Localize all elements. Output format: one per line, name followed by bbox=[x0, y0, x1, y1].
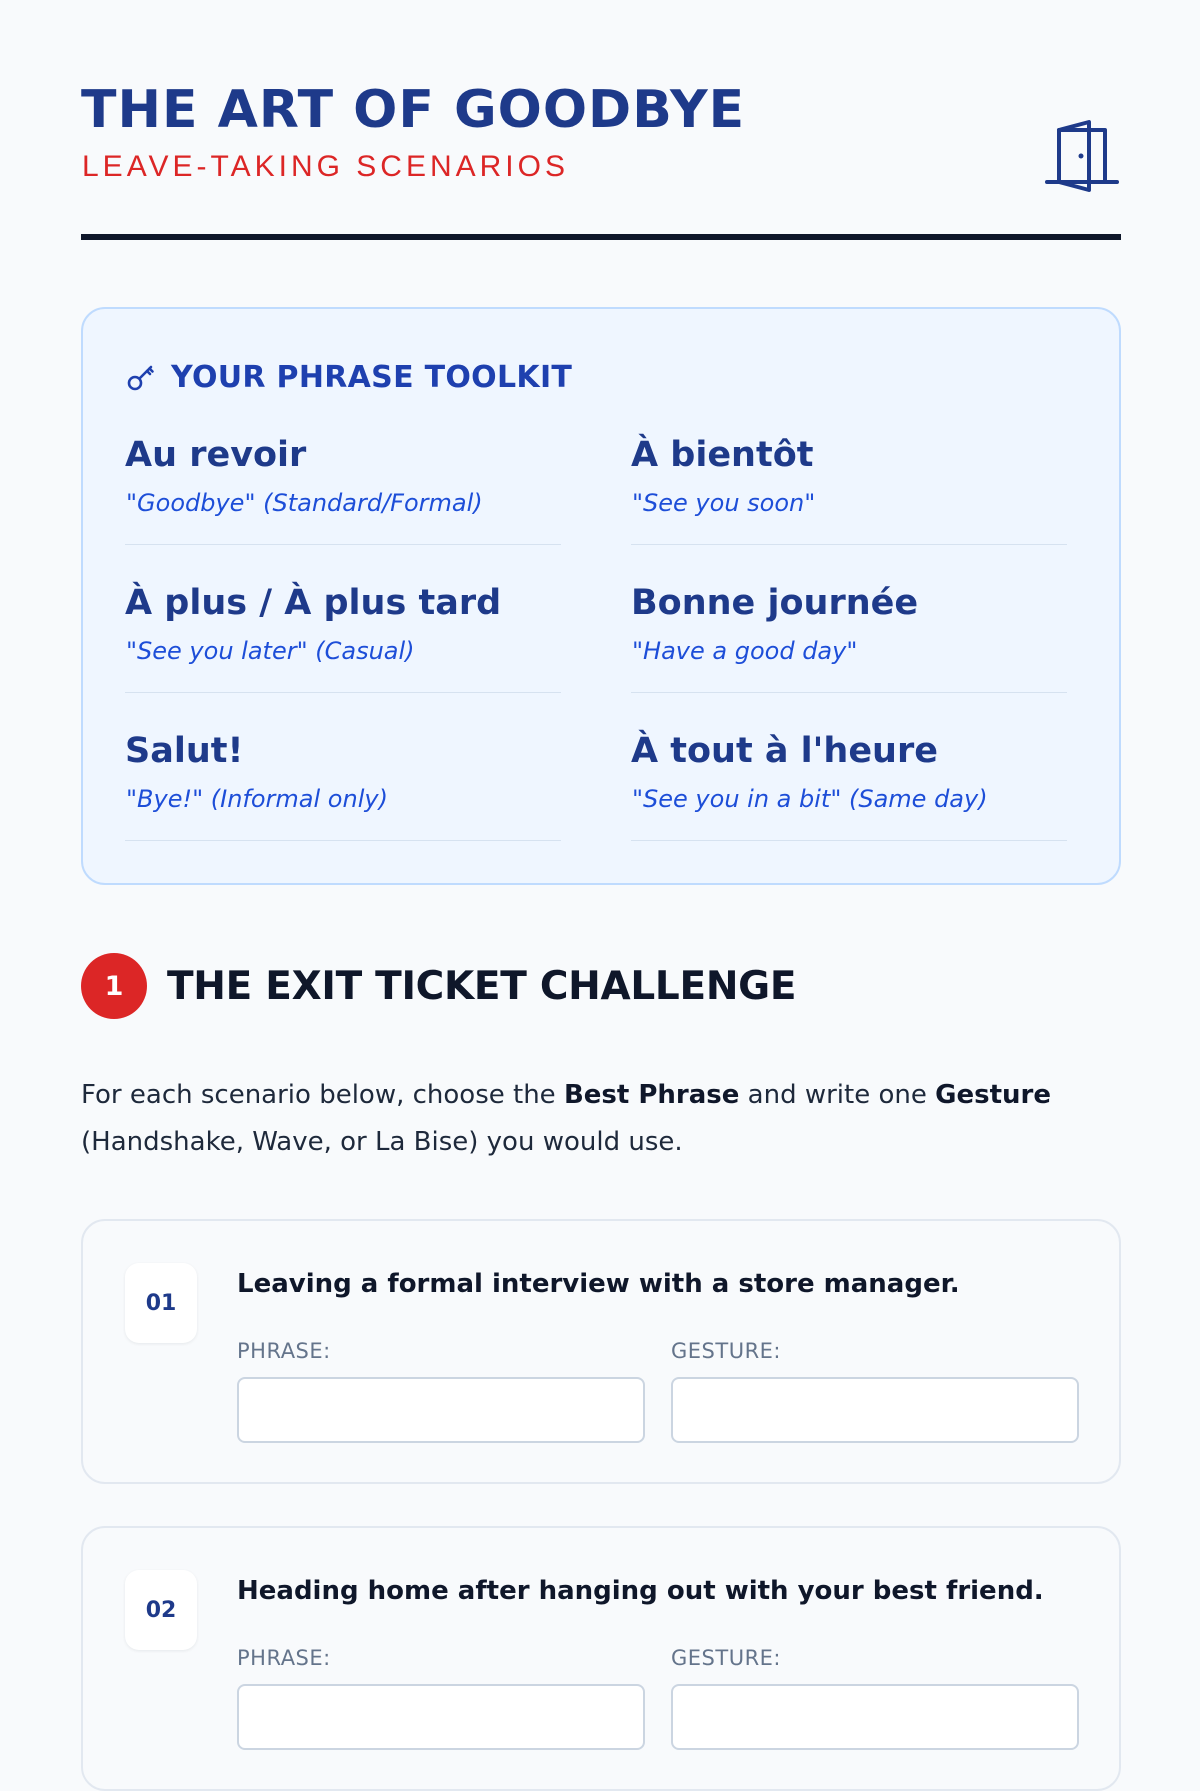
instructions-bold-phrase: Best Phrase bbox=[563, 1080, 740, 1110]
phrase-label: PHRASE: bbox=[237, 1339, 331, 1363]
worksheet-page bbox=[81, 0, 1121, 1670]
phrase-english: "Bye!" (Informal only) bbox=[126, 785, 388, 813]
scenario-text: Leaving a formal interview with a store manager. bbox=[237, 1269, 960, 1299]
phrase-item bbox=[631, 731, 1067, 841]
gesture-label: GESTURE: bbox=[671, 1646, 782, 1670]
phrase-item bbox=[631, 435, 1067, 545]
phrase-french: Salut! bbox=[125, 731, 244, 771]
instructions-part: and write one bbox=[739, 1080, 936, 1110]
scenario-card bbox=[81, 1526, 1121, 1791]
phrase-input[interactable] bbox=[237, 1684, 645, 1750]
gesture-label: GESTURE: bbox=[671, 1339, 782, 1363]
scenario-number: 02 bbox=[125, 1570, 197, 1650]
scenario-card bbox=[81, 1219, 1121, 1484]
phrase-english: "Goodbye" (Standard/Formal) bbox=[126, 489, 483, 517]
instructions-part: For each scenario below, choose the bbox=[81, 1080, 564, 1110]
page-header bbox=[81, 0, 1121, 244]
phrase-label: PHRASE: bbox=[237, 1646, 331, 1670]
toolkit-title: YOUR PHRASE TOOLKIT bbox=[171, 359, 573, 395]
scenario-text: Heading home after hanging out with your best friend. bbox=[237, 1576, 1044, 1606]
page-title: THE ART OF GOODBYE bbox=[81, 80, 746, 140]
toolkit-heading bbox=[125, 357, 572, 397]
key-icon bbox=[125, 361, 157, 393]
phrase-french: À bientôt bbox=[631, 435, 814, 475]
phrase-english: "See you later" (Casual) bbox=[126, 637, 415, 665]
phrase-toolkit bbox=[81, 307, 1121, 885]
scenario-number: 01 bbox=[125, 1263, 197, 1343]
instructions-text bbox=[81, 1072, 1121, 1166]
phrase-item bbox=[125, 731, 561, 841]
header-divider bbox=[81, 234, 1121, 240]
phrase-french: Au revoir bbox=[125, 435, 307, 475]
instructions-bold-gesture: Gesture bbox=[935, 1080, 1051, 1110]
phrase-item bbox=[125, 583, 561, 693]
phrase-french: À plus / À plus tard bbox=[125, 583, 502, 623]
section-number-badge: 1 bbox=[81, 953, 147, 1019]
phrase-english: "See you soon" bbox=[632, 489, 816, 517]
phrase-item bbox=[125, 435, 561, 545]
phrase-english: "Have a good day" bbox=[632, 637, 858, 665]
phrase-item bbox=[631, 583, 1067, 693]
instructions-part: (Handshake, Wave, or La Bise) you would use. bbox=[81, 1127, 683, 1157]
page-subtitle: LEAVE-TAKING SCENARIOS bbox=[82, 150, 569, 183]
phrase-french: Bonne journée bbox=[631, 583, 919, 623]
phrase-input[interactable] bbox=[237, 1377, 645, 1443]
gesture-input[interactable] bbox=[671, 1377, 1079, 1443]
door-icon bbox=[1043, 118, 1121, 192]
section-title: THE EXIT TICKET CHALLENGE bbox=[167, 963, 797, 1009]
gesture-input[interactable] bbox=[671, 1684, 1079, 1750]
phrase-french: À tout à l'heure bbox=[631, 731, 938, 771]
section-heading bbox=[81, 953, 796, 1019]
phrase-english: "See you in a bit" (Same day) bbox=[632, 785, 988, 813]
